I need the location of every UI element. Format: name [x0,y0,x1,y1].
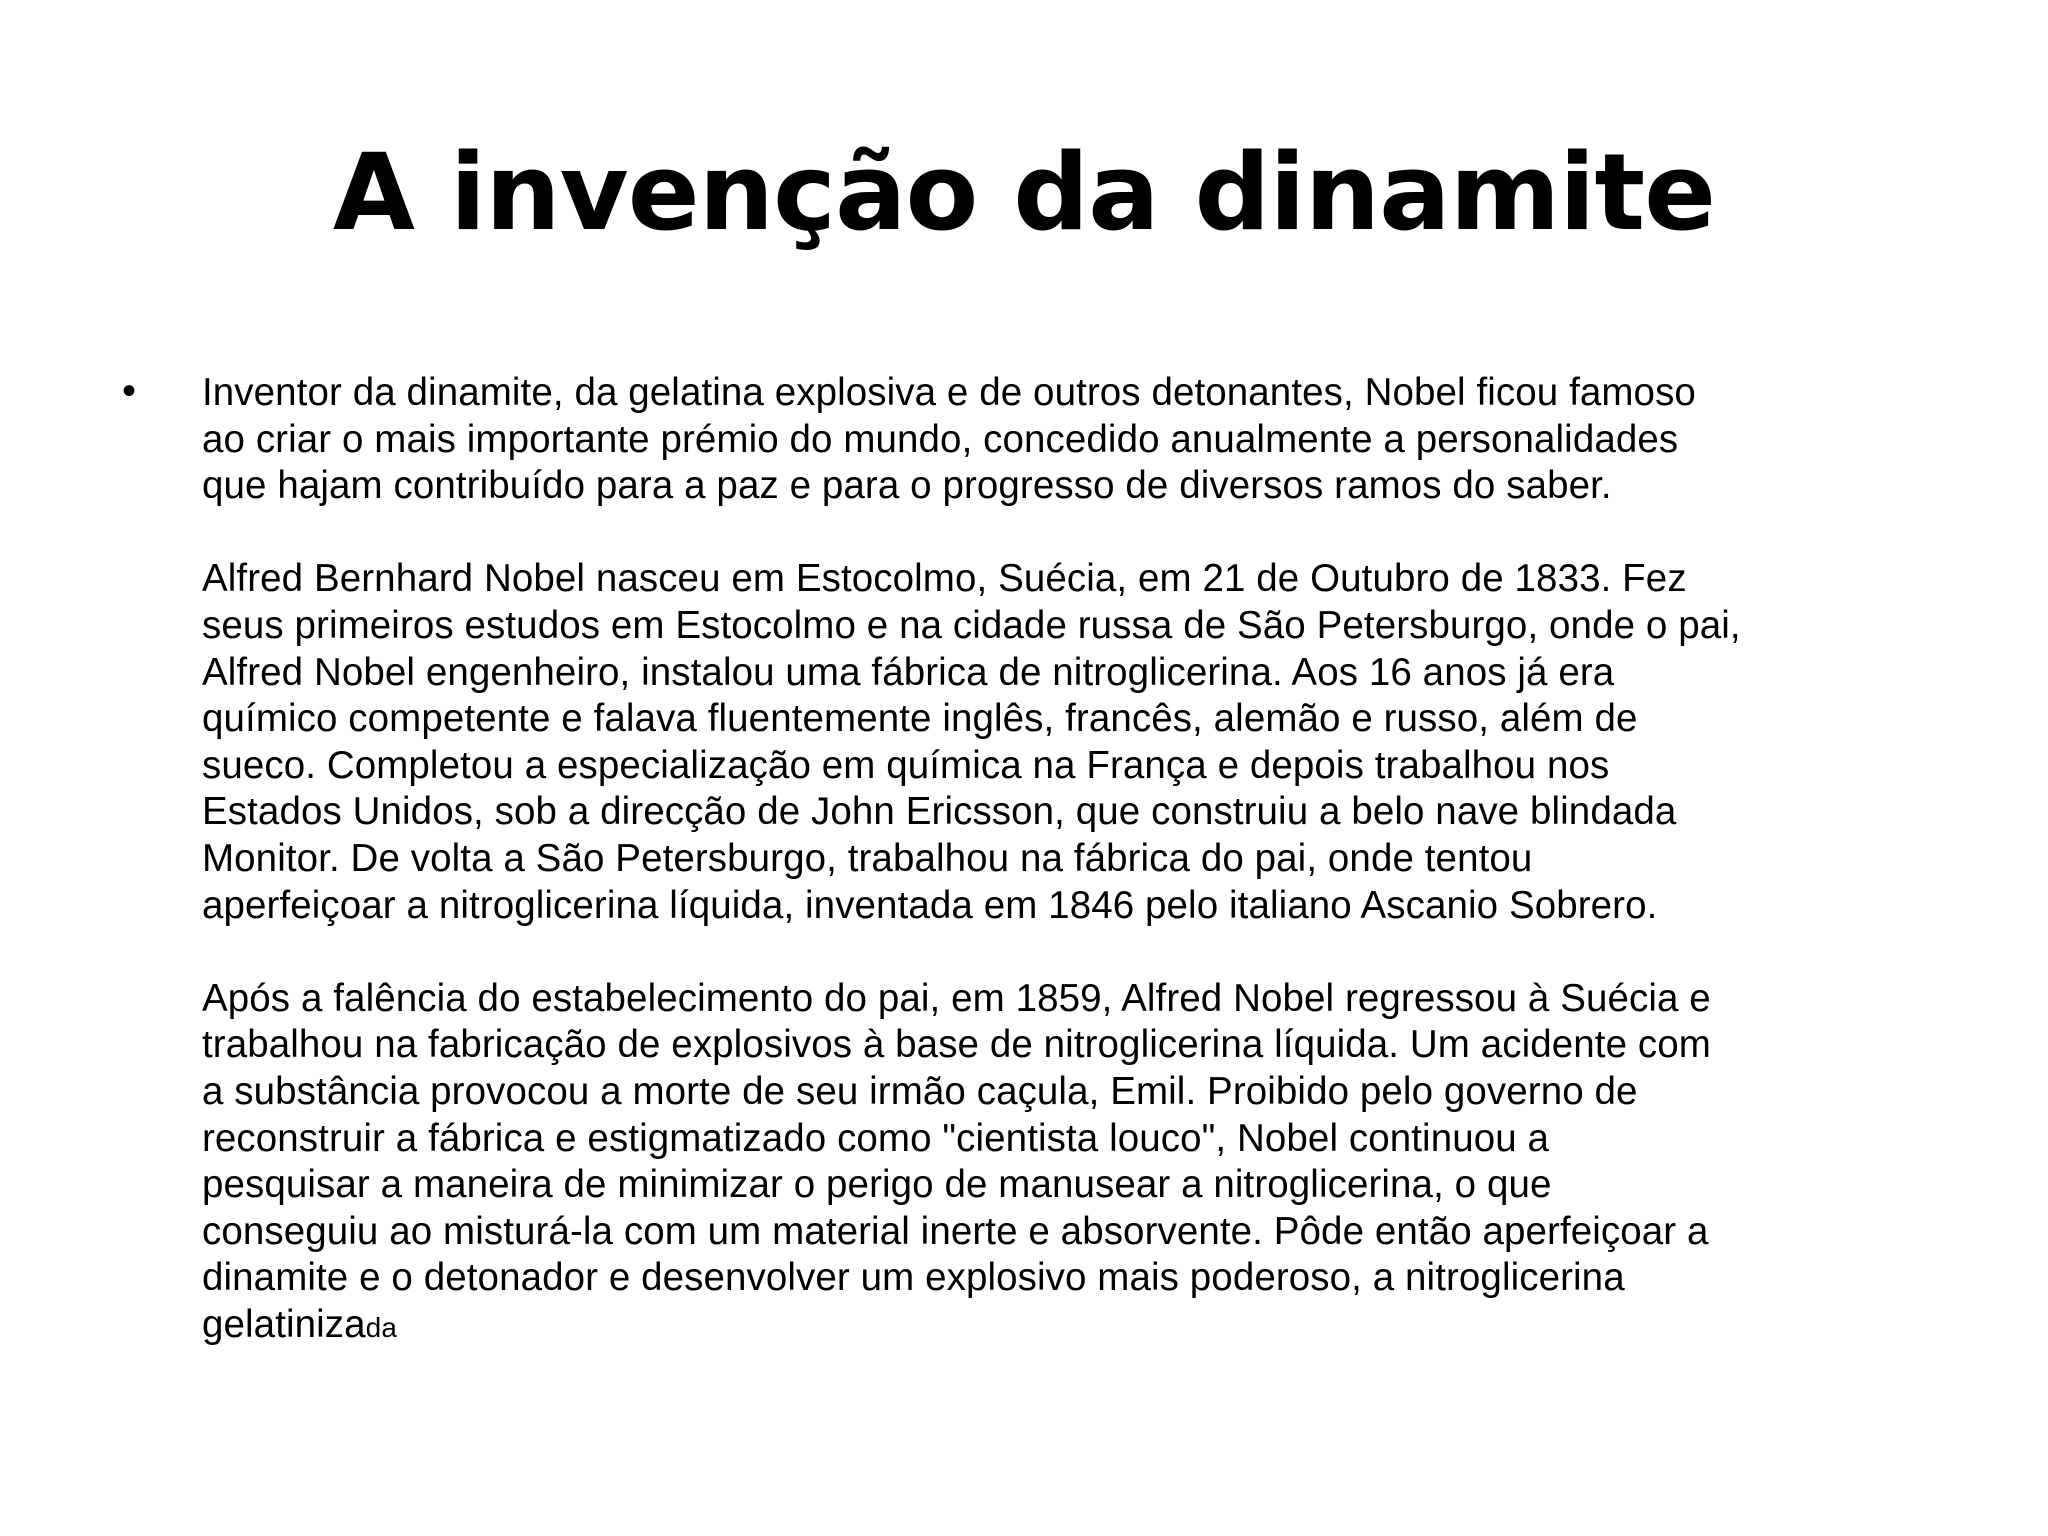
text-line: Estados Unidos, sob a direcção de John Ericsson, que construiu a belo nave blindada [202,790,1677,834]
text-line: Alfred Bernhard Nobel nasceu em Estocolmo, Suécia, em 21 de Outubro de 1833. Fez [202,557,1687,601]
text-line: reconstruir a fábrica e estigmatizado como "cientista louco", Nobel continuou a [202,1116,1550,1160]
text-line: conseguiu ao misturá-la com um material inerte e absorvente. Pôde então aperfeiçoar a [202,1209,1709,1253]
text-line: dinamite e o detonador e desenvolver um explosivo mais poderoso, a nitroglicerina [202,1256,1625,1300]
text-line: Após a falência do estabelecimento do pai, em 1859, Alfred Nobel regressou à Suécia e [202,976,1711,1020]
text-line: Inventor da dinamite, da gelatina explosiva e de outros detonantes, Nobel ficou famoso [202,371,1696,414]
text-line: sueco. Completou a especialização em química na França e depois trabalhou nos [202,743,1610,787]
text-main: gelatiniza [202,1302,366,1346]
bullet-marker: • [122,369,137,413]
paragraph-explosives [202,976,1962,1352]
paragraph-biography [202,556,1962,929]
text-line: trabalhou na fabricação de explosivos à base de nitroglicerina líquida. Um acidente com [202,1023,1711,1067]
text-line-last [202,1302,1962,1352]
text-line: aperfeiçoar a nitroglicerina líquida, inventada em 1846 pelo italiano Ascanio Sobrero. [202,883,1658,927]
text-line: Monitor. De volta a São Petersburgo, trabalhou na fábrica do pai, onde tentou [202,836,1533,880]
text-line: seus primeiros estudos em Estocolmo e na cidade russa de São Petersburgo, onde o pai, [202,603,1741,647]
text-line: químico competente e falava fluentemente inglês, francês, alemão e russo, além de [202,697,1638,741]
paragraph-intro [202,370,1962,510]
text-line: que hajam contribuído para a paz e para o progresso de diversos ramos do saber. [202,464,1612,508]
text-line: pesquisar a maneira de minimizar o perigo de manusear a nitroglicerina, o que [202,1163,1552,1207]
text-line: ao criar o mais importante prémio do mundo, concedido anualmente a personalidades [202,417,1679,461]
text-small: da [365,1311,398,1343]
text-line: a substância provocou a morte de seu irmão caçula, Emil. Proibido pelo governo de [202,1069,1638,1113]
bullet-content [202,370,1962,1351]
slide-title: A invenção da dinamite [332,131,1716,254]
text-line: Alfred Nobel engenheiro, instalou uma fábrica de nitroglicerina. Aos 16 anos já era [202,650,1615,694]
